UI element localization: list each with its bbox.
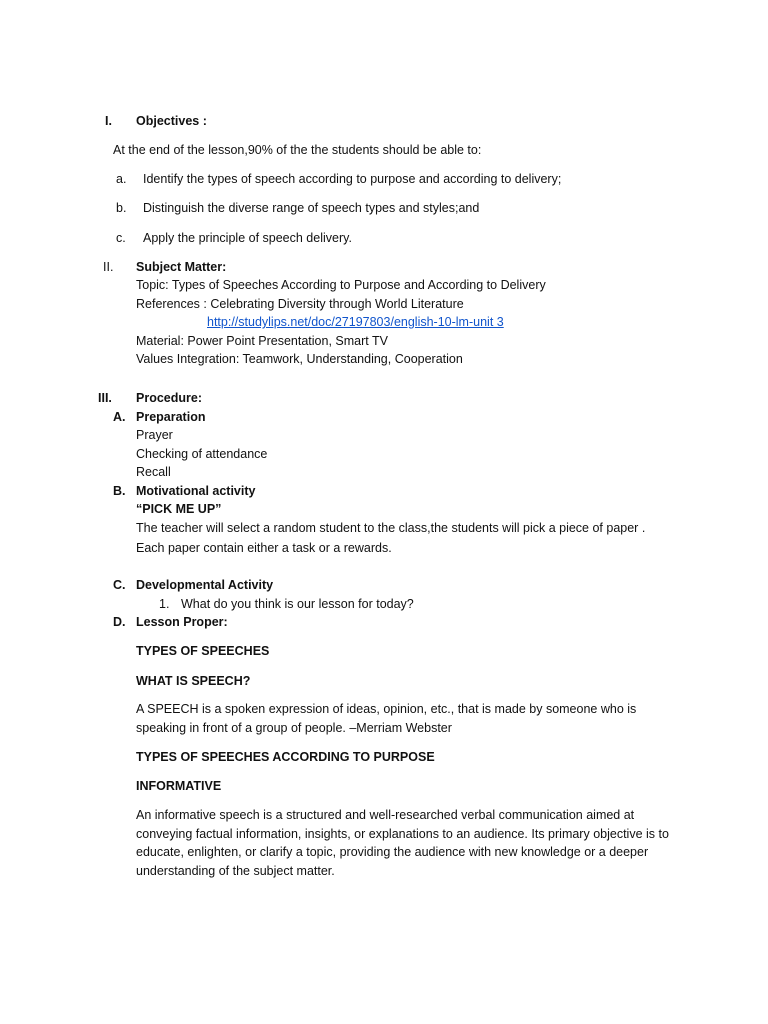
subject-material: Material: Power Point Presentation, Smart TV [136,334,388,348]
informative-heading: INFORMATIVE [136,779,222,793]
objective-marker-c: c. [116,231,126,245]
developmental-item-text: What do you think is our lesson for today? [181,597,414,611]
speech-definition-paragraph: A SPEECH is a spoken expression of ideas, opinion, etc., that is made by someone who is speaking in front of a group of people. –Merriam Webster [136,702,637,735]
lesson-proper-heading: Lesson Proper: [136,615,228,629]
section-numeral-3: III. [98,391,112,405]
section-numeral-1: I. [105,114,112,128]
informative-paragraph: An informative speech is a structured and well-researched verbal communication aimed at conveying factual information, insights, or explanations to an audience. Its primary objective is to educate, enlighten, or clarify a topic, providing the audience with new knowledge or a deeper understanding of the subject matter. [136,808,669,878]
objectives-heading: Objectives : [136,114,207,128]
subject-matter-heading: Subject Matter: [136,260,227,274]
types-of-speeches-heading: TYPES OF SPEECHES [136,644,270,658]
subject-topic: Topic: Types of Speeches According to Purpose and According to Delivery [136,278,546,292]
developmental-item-number: 1. [159,597,170,611]
procedure-heading: Procedure: [136,391,202,405]
preparation-item-recall: Recall [136,465,171,479]
what-is-speech-heading: WHAT IS SPEECH? [136,674,251,688]
developmental-heading: Developmental Activity [136,578,274,592]
motivational-line-2: Each paper contain either a task or a rewards. [136,541,392,555]
section-numeral-2: II. [103,260,114,274]
procedure-letter-b: B. [113,484,126,498]
subject-values: Values Integration: Teamwork, Understanding, Cooperation [136,352,463,366]
preparation-heading: Preparation [136,410,206,424]
motivational-line-1: The teacher will select a random student to the class,the students will pick a piece of paper . [136,521,646,535]
objective-item-c: Apply the principle of speech delivery. [143,231,352,245]
objective-marker-a: a. [116,172,127,186]
procedure-letter-d: D. [113,615,126,629]
objectives-intro: At the end of the lesson,90% of the the students should be able to: [113,143,482,157]
preparation-item-attendance: Checking of attendance [136,447,268,461]
objective-item-a: Identify the types of speech according to purpose and according to delivery; [143,172,562,186]
procedure-letter-c: C. [113,578,126,592]
motivational-subtitle: “PICK ME UP” [136,502,222,516]
objective-marker-b: b. [116,201,127,215]
procedure-letter-a: A. [113,410,126,424]
objective-item-b: Distinguish the diverse range of speech types and styles;and [143,201,480,215]
preparation-item-prayer: Prayer [136,428,173,442]
motivational-heading: Motivational activity [136,484,256,498]
reference-link[interactable]: http://studylips.net/doc/27197803/english-10-lm-unit 3 [207,315,504,329]
subject-references: References : Celebrating Diversity through World Literature [136,297,464,311]
according-to-purpose-heading: TYPES OF SPEECHES ACCORDING TO PURPOSE [136,750,435,764]
